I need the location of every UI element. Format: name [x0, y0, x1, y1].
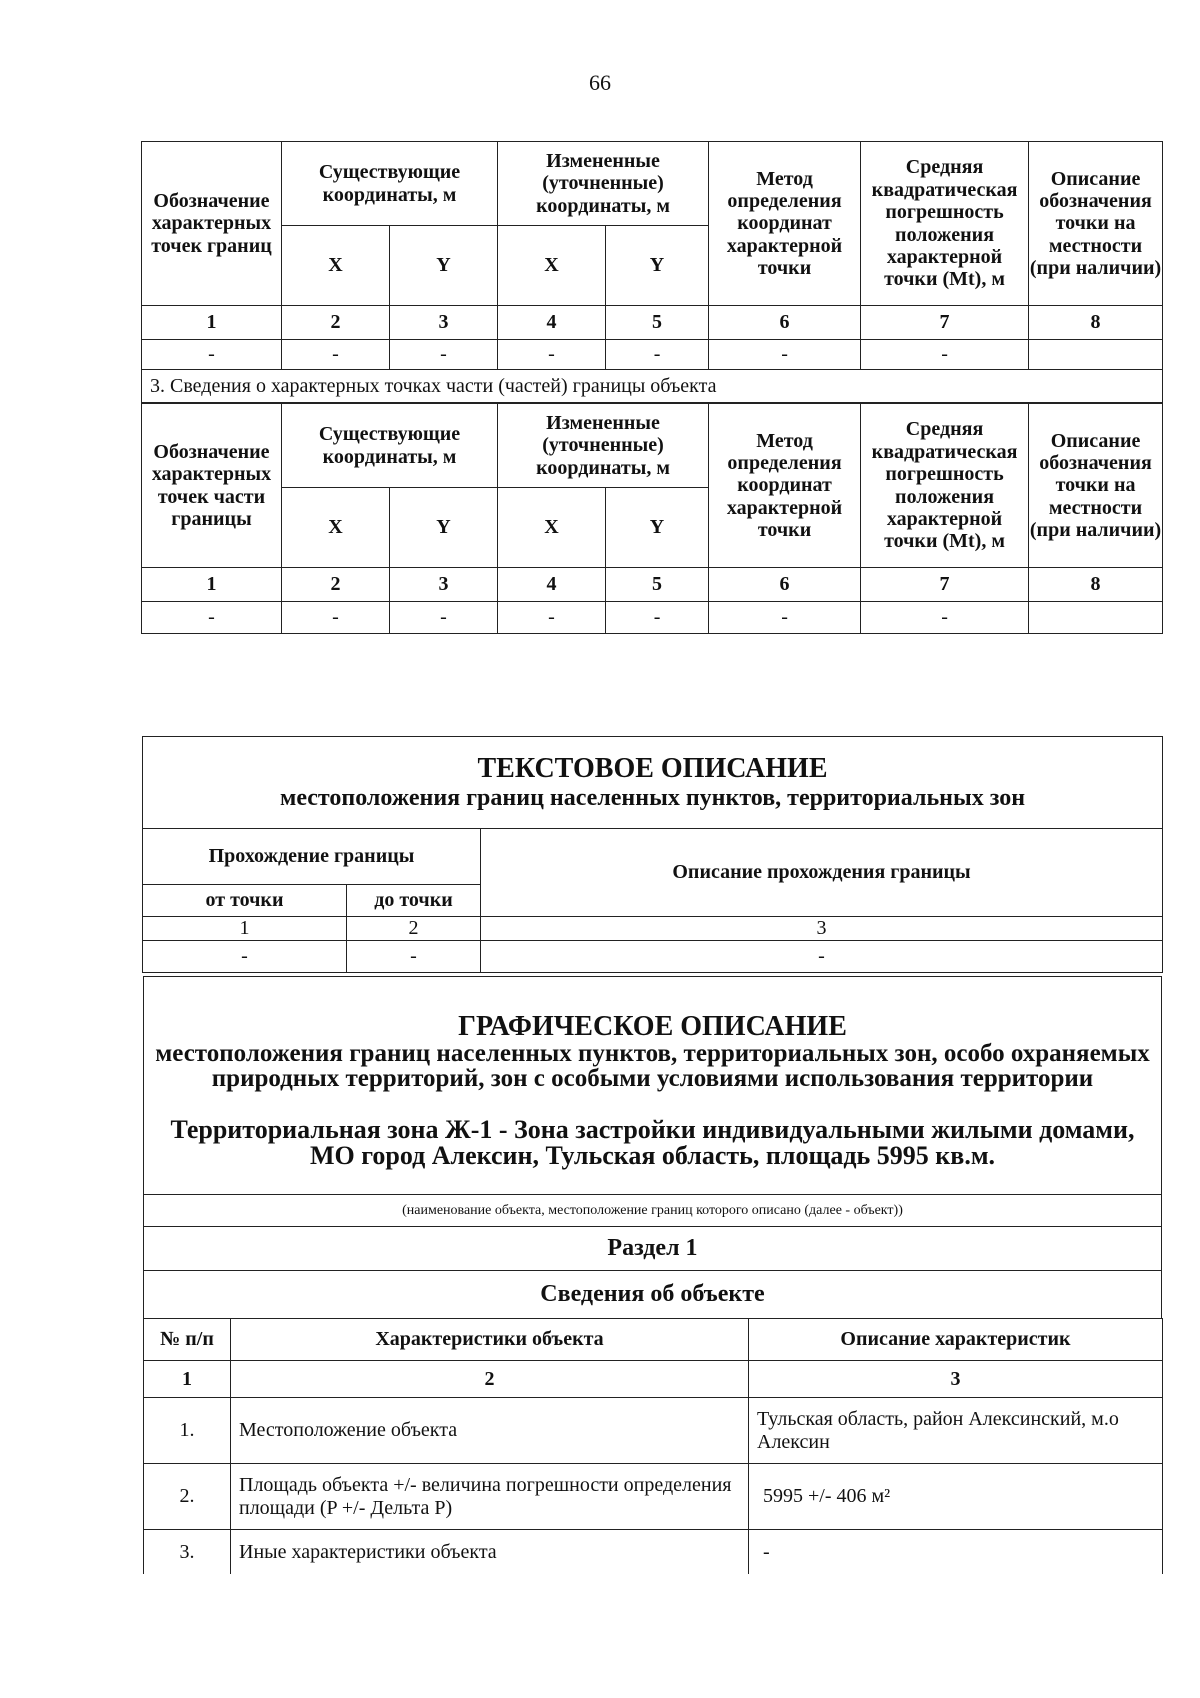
- table-row: [144, 1530, 1163, 1574]
- column-number: 3: [390, 568, 498, 602]
- designation-header: Обозначение характерных точек границ: [142, 142, 282, 306]
- column-number: 1: [142, 306, 282, 340]
- column-number: 8: [1029, 568, 1163, 602]
- text-description-table: [142, 736, 1163, 973]
- table-cell: [1029, 602, 1163, 634]
- x-header: X: [282, 488, 390, 568]
- characteristic-value: 5995 +/- 406 м²: [749, 1464, 1163, 1530]
- table-cell: -: [481, 941, 1163, 973]
- x-header: X: [498, 488, 606, 568]
- y-header: Y: [390, 226, 498, 306]
- column-number: 6: [709, 306, 861, 340]
- point-description-header: Описание обозначения точки на местности (при наличии): [1029, 404, 1163, 568]
- column-number: 3: [749, 1361, 1163, 1398]
- characteristic-value: Тульская область, район Алексинский, м.о Алексин: [749, 1398, 1163, 1464]
- table-row: [144, 1398, 1163, 1464]
- characteristic-name: Местоположение объекта: [231, 1398, 749, 1464]
- changed-coords-header: Измененные (уточненные) координаты, м: [498, 142, 709, 226]
- characteristic-name: Площадь объекта +/- величина погрешности определения площади (P +/- Дельта P): [231, 1464, 749, 1530]
- table-cell: -: [498, 602, 606, 634]
- designation-header: Обозначение характерных точек части границы: [142, 404, 282, 568]
- characteristics-description-header: Описание характеристик: [749, 1319, 1163, 1361]
- table-cell: -: [142, 340, 282, 370]
- row-number: 2.: [144, 1464, 231, 1530]
- text-description-subtitle: местоположения границ населенных пунктов, территориальных зон: [279, 784, 1026, 811]
- table-cell: -: [709, 340, 861, 370]
- table-cell: -: [390, 602, 498, 634]
- table-row: [142, 602, 1163, 634]
- graphic-description-title: ГРАФИЧЕСКОЕ ОПИСАНИЕ: [458, 1010, 847, 1042]
- coordinates-table: [141, 141, 1163, 403]
- column-number: 7: [861, 306, 1029, 340]
- point-description-header: Описание обозначения точки на местности (при наличии): [1029, 142, 1163, 306]
- column-numbers-row: [144, 1361, 1163, 1398]
- table-cell: -: [498, 340, 606, 370]
- page-number: 66: [589, 70, 611, 95]
- graphic-description-table: [143, 976, 1162, 1319]
- characteristic-name: Иные характеристики объекта: [231, 1530, 749, 1574]
- table-cell: -: [282, 340, 390, 370]
- column-number: 5: [606, 306, 709, 340]
- x-header: X: [498, 226, 606, 306]
- method-header: Метод определения координат характерной точки: [709, 142, 861, 306]
- text-description-title: ТЕКСТОВОЕ ОПИСАНИЕ: [477, 753, 828, 785]
- characteristics-header: Характеристики объекта: [231, 1319, 749, 1361]
- y-header: Y: [606, 488, 709, 568]
- section-number: Раздел 1: [144, 1227, 1162, 1271]
- column-number: 8: [1029, 306, 1163, 340]
- table-row: [142, 340, 1163, 370]
- y-header: Y: [606, 226, 709, 306]
- table-cell: -: [606, 602, 709, 634]
- existing-coords-header: Существующие координаты, м: [282, 404, 498, 488]
- from-point-header: от точки: [143, 885, 347, 917]
- table-cell: -: [709, 602, 861, 634]
- text-description-header: [143, 737, 1163, 829]
- column-numbers-row: [143, 917, 1163, 941]
- to-point-header: до точки: [347, 885, 481, 917]
- number-header: № п/п: [144, 1319, 231, 1361]
- row-number: 3.: [144, 1530, 231, 1574]
- table-cell: -: [142, 602, 282, 634]
- column-number: 7: [861, 568, 1029, 602]
- table-cell: -: [347, 941, 481, 973]
- passage-header: Прохождение границы: [143, 829, 481, 885]
- section-title: Сведения об объекте: [144, 1271, 1162, 1319]
- column-numbers-row: [142, 568, 1163, 602]
- table-cell: -: [143, 941, 347, 973]
- row-number: 1.: [144, 1398, 231, 1464]
- table-cell: -: [390, 340, 498, 370]
- object-caption: (наименование объекта, местоположение границ которого описано (далее - объект)): [144, 1195, 1162, 1227]
- table-cell: -: [861, 340, 1029, 370]
- table-row: [144, 1464, 1163, 1530]
- table-cell: [1029, 340, 1163, 370]
- column-number: 1: [143, 917, 347, 941]
- section-3-title: 3. Сведения о характерных точках части (частей) границы объекта: [142, 370, 1163, 403]
- column-number: 2: [347, 917, 481, 941]
- column-number: 1: [142, 568, 282, 602]
- column-number: 1: [144, 1361, 231, 1398]
- table-cell: -: [606, 340, 709, 370]
- column-number: 4: [498, 306, 606, 340]
- characteristic-value: -: [749, 1530, 1163, 1574]
- error-header: Средняя квадратическая погрешность положения характерной точки (Mt), м: [861, 404, 1029, 568]
- table-cell: -: [861, 602, 1029, 634]
- column-numbers-row: [142, 306, 1163, 340]
- column-number: 3: [481, 917, 1163, 941]
- method-header: Метод определения координат характерной точки: [709, 404, 861, 568]
- graphic-description-header: [144, 977, 1162, 1195]
- x-header: X: [282, 226, 390, 306]
- y-header: Y: [390, 488, 498, 568]
- column-number: 2: [231, 1361, 749, 1398]
- column-number: 2: [282, 568, 390, 602]
- column-number: 6: [709, 568, 861, 602]
- error-header: Средняя квадратическая погрешность положения характерной точки (Mt), м: [861, 142, 1029, 306]
- passage-description-header: Описание прохождения границы: [481, 829, 1163, 917]
- object-name: Территориальная зона Ж-1 - Зона застройки индивидуальными жилыми домами, МО город Алексин, Тульская область, площадь 5995 кв.м.: [170, 1114, 1135, 1170]
- column-number: 3: [390, 306, 498, 340]
- column-number: 2: [282, 306, 390, 340]
- object-info-table: [143, 1318, 1163, 1574]
- table-cell: -: [282, 602, 390, 634]
- existing-coords-header: Существующие координаты, м: [282, 142, 498, 226]
- part-boundary-table: [141, 403, 1163, 634]
- graphic-description-subtitle: местоположения границ населенных пунктов, территориальных зон, особо охраняемых природных территорий, зон с особыми условиями использования территории: [155, 1039, 1150, 1092]
- column-number: 5: [606, 568, 709, 602]
- changed-coords-header: Измененные (уточненные) координаты, м: [498, 404, 709, 488]
- column-number: 4: [498, 568, 606, 602]
- table-row: [143, 941, 1163, 973]
